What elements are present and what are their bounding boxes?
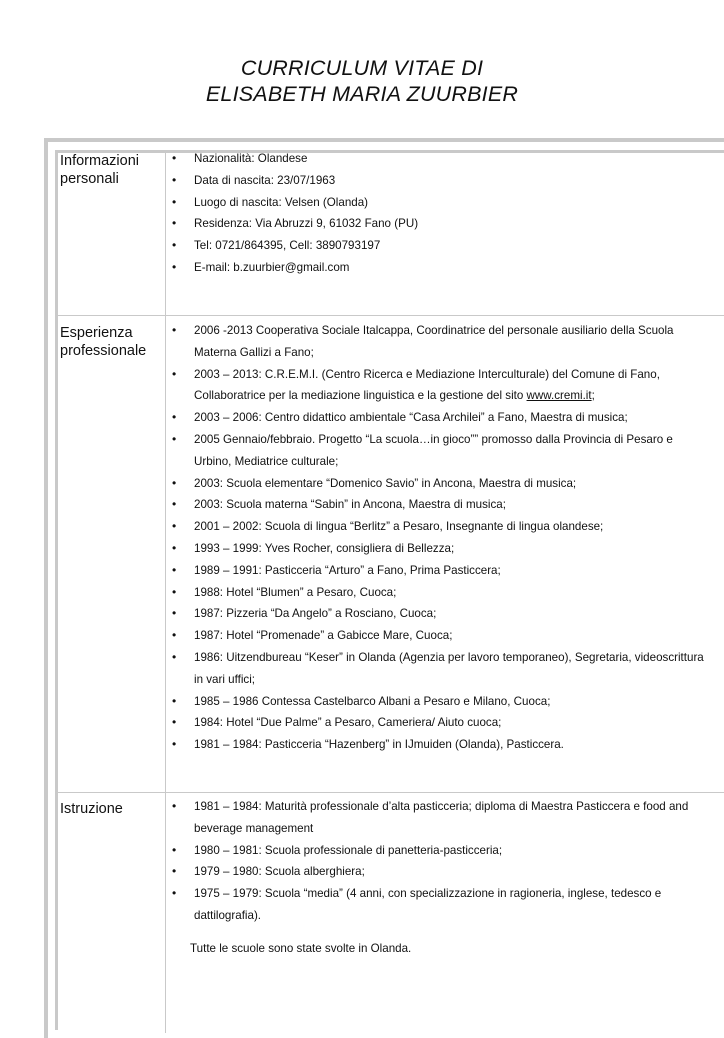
section-label-personal <box>60 152 160 188</box>
label-line: personali <box>60 171 119 187</box>
list-item: • Luogo di nascita: Velsen (Olanda) <box>166 192 706 214</box>
website-link[interactable]: www.cremi.it <box>526 389 592 403</box>
experience-list <box>166 320 706 756</box>
list-item: • 1979 – 1980: Scuola alberghiera; <box>166 861 706 883</box>
list-item: • Residenza: Via Abruzzi 9, 61032 Fano (PU) <box>166 213 706 235</box>
education-note: Tutte le scuole sono state svolte in Olanda. <box>190 942 412 955</box>
list-item: • 1989 – 1991: Pasticceria “Arturo” a Fano, Prima Pasticcera; <box>166 560 706 582</box>
list-item: • 2003: Scuola materna “Sabin” in Ancona, Maestra di musica; <box>166 494 706 516</box>
list-item: • 1980 – 1981: Scuola professionale di panetteria-pasticceria; <box>166 840 706 862</box>
education-list <box>166 796 706 927</box>
label-line: Informazioni <box>60 153 139 169</box>
list-item: • 1975 – 1979: Scuola “media” (4 anni, con specializzazione in ragioneria, inglese, tedesco e dattilografia). <box>166 883 706 927</box>
label-line: professionale <box>60 343 147 359</box>
list-item: • Data di nascita: 23/07/1963 <box>166 170 706 192</box>
list-item: • 1985 – 1986 Contessa Castelbarco Albani a Pesaro e Milano, Cuoca; <box>166 691 706 713</box>
list-item: • 1981 – 1984: Pasticceria “Hazenberg” in IJmuiden (Olanda), Pasticcera. <box>166 734 706 756</box>
label-line: Istruzione <box>60 801 123 817</box>
list-item: • 2006 -2013 Cooperativa Sociale Italcappa, Coordinatrice del personale ausiliario della Scuola Materna Gallizi a Fano; <box>166 320 706 364</box>
section-label-education <box>60 800 160 818</box>
list-item: • Nazionalità: Olandese <box>166 148 706 170</box>
personal-info-list <box>166 148 706 279</box>
list-item: • 1981 – 1984: Maturità professionale d’alta pasticceria; diploma di Maestra Pasticcera e food and beverage management <box>166 796 706 840</box>
list-item: • 1986: Uitzendbureau “Keser” in Olanda (Agenzia per lavoro temporaneo), Segretaria, videoscrittura in vari uffici; <box>166 647 706 691</box>
section-label-experience <box>60 324 160 360</box>
title-line-1: CURRICULUM VITAE DI <box>240 56 484 80</box>
row-divider <box>58 315 724 316</box>
list-item-text: 2003 – 2013: C.R.E.M.I. (Centro Ricerca e Mediazione Interculturale) del Comune di Fano, Collaboratrice per la mediazione linguistica e la gestione del sito <box>194 367 660 403</box>
list-item: • 1993 – 1999: Yves Rocher, consigliera di Bellezza; <box>166 538 706 560</box>
link-suffix: ; <box>591 389 595 403</box>
list-item: • 1987: Hotel “Promenade” a Gabicce Mare, Cuoca; <box>166 625 706 647</box>
list-item: • 2003 – 2006: Centro didattico ambientale “Casa Archilei” a Fano, Maestra di musica; <box>166 407 706 429</box>
list-item <box>166 364 706 408</box>
list-item: • 2005 Gennaio/febbraio. Progetto “La scuola…in gioco”” promosso dalla Provincia di Pesaro e Urbino, Mediatrice culturale; <box>166 429 706 473</box>
label-line: Esperienza <box>60 325 133 341</box>
row-divider <box>58 792 724 793</box>
list-item: • 2003: Scuola elementare “Domenico Savio” in Ancona, Maestra di musica; <box>166 473 706 495</box>
list-item: • 1988: Hotel “Blumen” a Pesaro, Cuoca; <box>166 582 706 604</box>
list-item: • Tel: 0721/864395, Cell: 3890793197 <box>166 235 706 257</box>
list-item: • 1984: Hotel “Due Palme” a Pesaro, Cameriera/ Aiuto cuoca; <box>166 712 706 734</box>
title-line-2: ELISABETH MARIA ZUURBIER <box>205 82 519 106</box>
document-title <box>0 55 724 107</box>
list-item: • E-mail: b.zuurbier@gmail.com <box>166 257 706 279</box>
list-item: • 1987: Pizzeria “Da Angelo” a Rosciano, Cuoca; <box>166 603 706 625</box>
list-item: • 2001 – 2002: Scuola di lingua “Berlitz” a Pesaro, Insegnante di lingua olandese; <box>166 516 706 538</box>
